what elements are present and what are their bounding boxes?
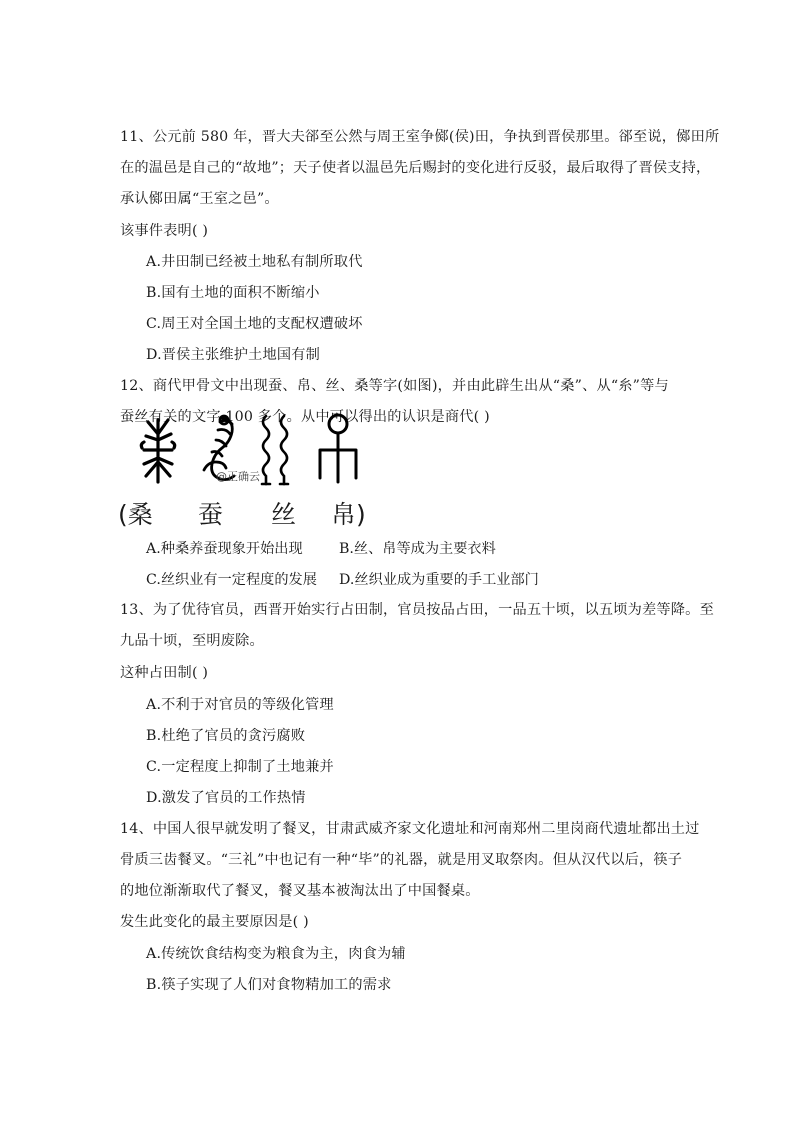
q14-text-line-2: 骨质三齿餐叉。“三礼”中也记有一种“毕”的礼器，就是用叉取祭肉。但从汉代以后，筷子	[120, 852, 683, 868]
q12-option-c: C.丝织业有一定程度的发展	[146, 572, 317, 588]
caption-sang: (桑	[118, 500, 153, 529]
image-watermark: @正确云	[216, 470, 260, 483]
q11-option-c: C.周王对全国土地的支配权遭破坏	[146, 316, 363, 332]
q11-option-d: D.晋侯主张维护土地国有制	[146, 347, 321, 363]
q11-option-a: A.井田制已经被土地私有制所取代	[146, 254, 363, 270]
q14-stem: 发生此变化的最主要原因是( )	[120, 914, 309, 930]
q12-option-a: A.种桑养蚕现象开始出现	[146, 541, 303, 557]
caption-can: 蚕	[198, 500, 224, 529]
q12-text-line-1: 12、商代甲骨文中出现蚕、帛、丝、桑等字(如图)，并由此辟生出从“桑”、从“糸”等与	[120, 378, 669, 394]
q13-text-line-1: 13、为了优待官员，西晋开始实行占田制，官员按品占田，一品五十顷，以五顷为差等降。至	[120, 602, 714, 618]
q14-text-line-3: 的地位渐渐取代了餐叉，餐叉基本被淘汰出了中国餐桌。	[120, 883, 480, 899]
caption-si: 丝	[271, 500, 297, 529]
q13-option-d: D.激发了官员的工作热情	[146, 790, 306, 806]
q11-option-b: B.国有土地的面积不断缩小	[146, 285, 320, 301]
q12-option-d: D.丝织业成为重要的手工业部门	[339, 572, 539, 588]
caption-bo: 帛)	[331, 500, 366, 529]
q14-option-b: B.筷子实现了人们对食物精加工的需求	[146, 977, 392, 993]
q12-option-b: B.丝、帛等成为主要衣料	[339, 541, 496, 557]
oracle-glyph-sang	[141, 420, 174, 482]
q12-text-line-2: 蚕丝有关的文字 100 多个。从中可以得出的认识是商代( )	[120, 409, 490, 425]
q11-text-line-1: 11、公元前 580 年，晋大夫郤至公然与周王室争鄇(侯)田，争执到晋侯那里。郤至说，鄇田所	[120, 129, 720, 145]
q13-text-line-2: 九品十顷，至明废除。	[120, 633, 264, 649]
q11-text-line-3: 承认鄇田属“王室之邑”。	[120, 191, 279, 207]
oracle-glyph-si	[262, 416, 288, 484]
oracle-glyph-bo	[320, 415, 356, 482]
q13-stem: 这种占田制( )	[120, 665, 209, 681]
q14-option-a: A.传统饮食结构变为粮食为主，肉食为辅	[146, 946, 406, 962]
q13-option-b: B.杜绝了官员的贪污腐败	[146, 728, 306, 744]
q13-option-a: A.不利于对官员的等级化管理	[146, 697, 334, 713]
q11-text-line-2: 在的温邑是自己的“故地”；天子使者以温邑先后赐封的变化进行反驳，最后取得了晋侯支持，	[120, 160, 711, 176]
q14-text-line-1: 14、中国人很早就发明了餐叉，甘肃武威齐家文化遗址和河南郑州二里岗商代遗址都出土过	[120, 821, 700, 837]
q11-stem: 该事件表明( )	[120, 223, 209, 239]
q13-option-c: C.一定程度上抑制了土地兼并	[146, 759, 334, 775]
